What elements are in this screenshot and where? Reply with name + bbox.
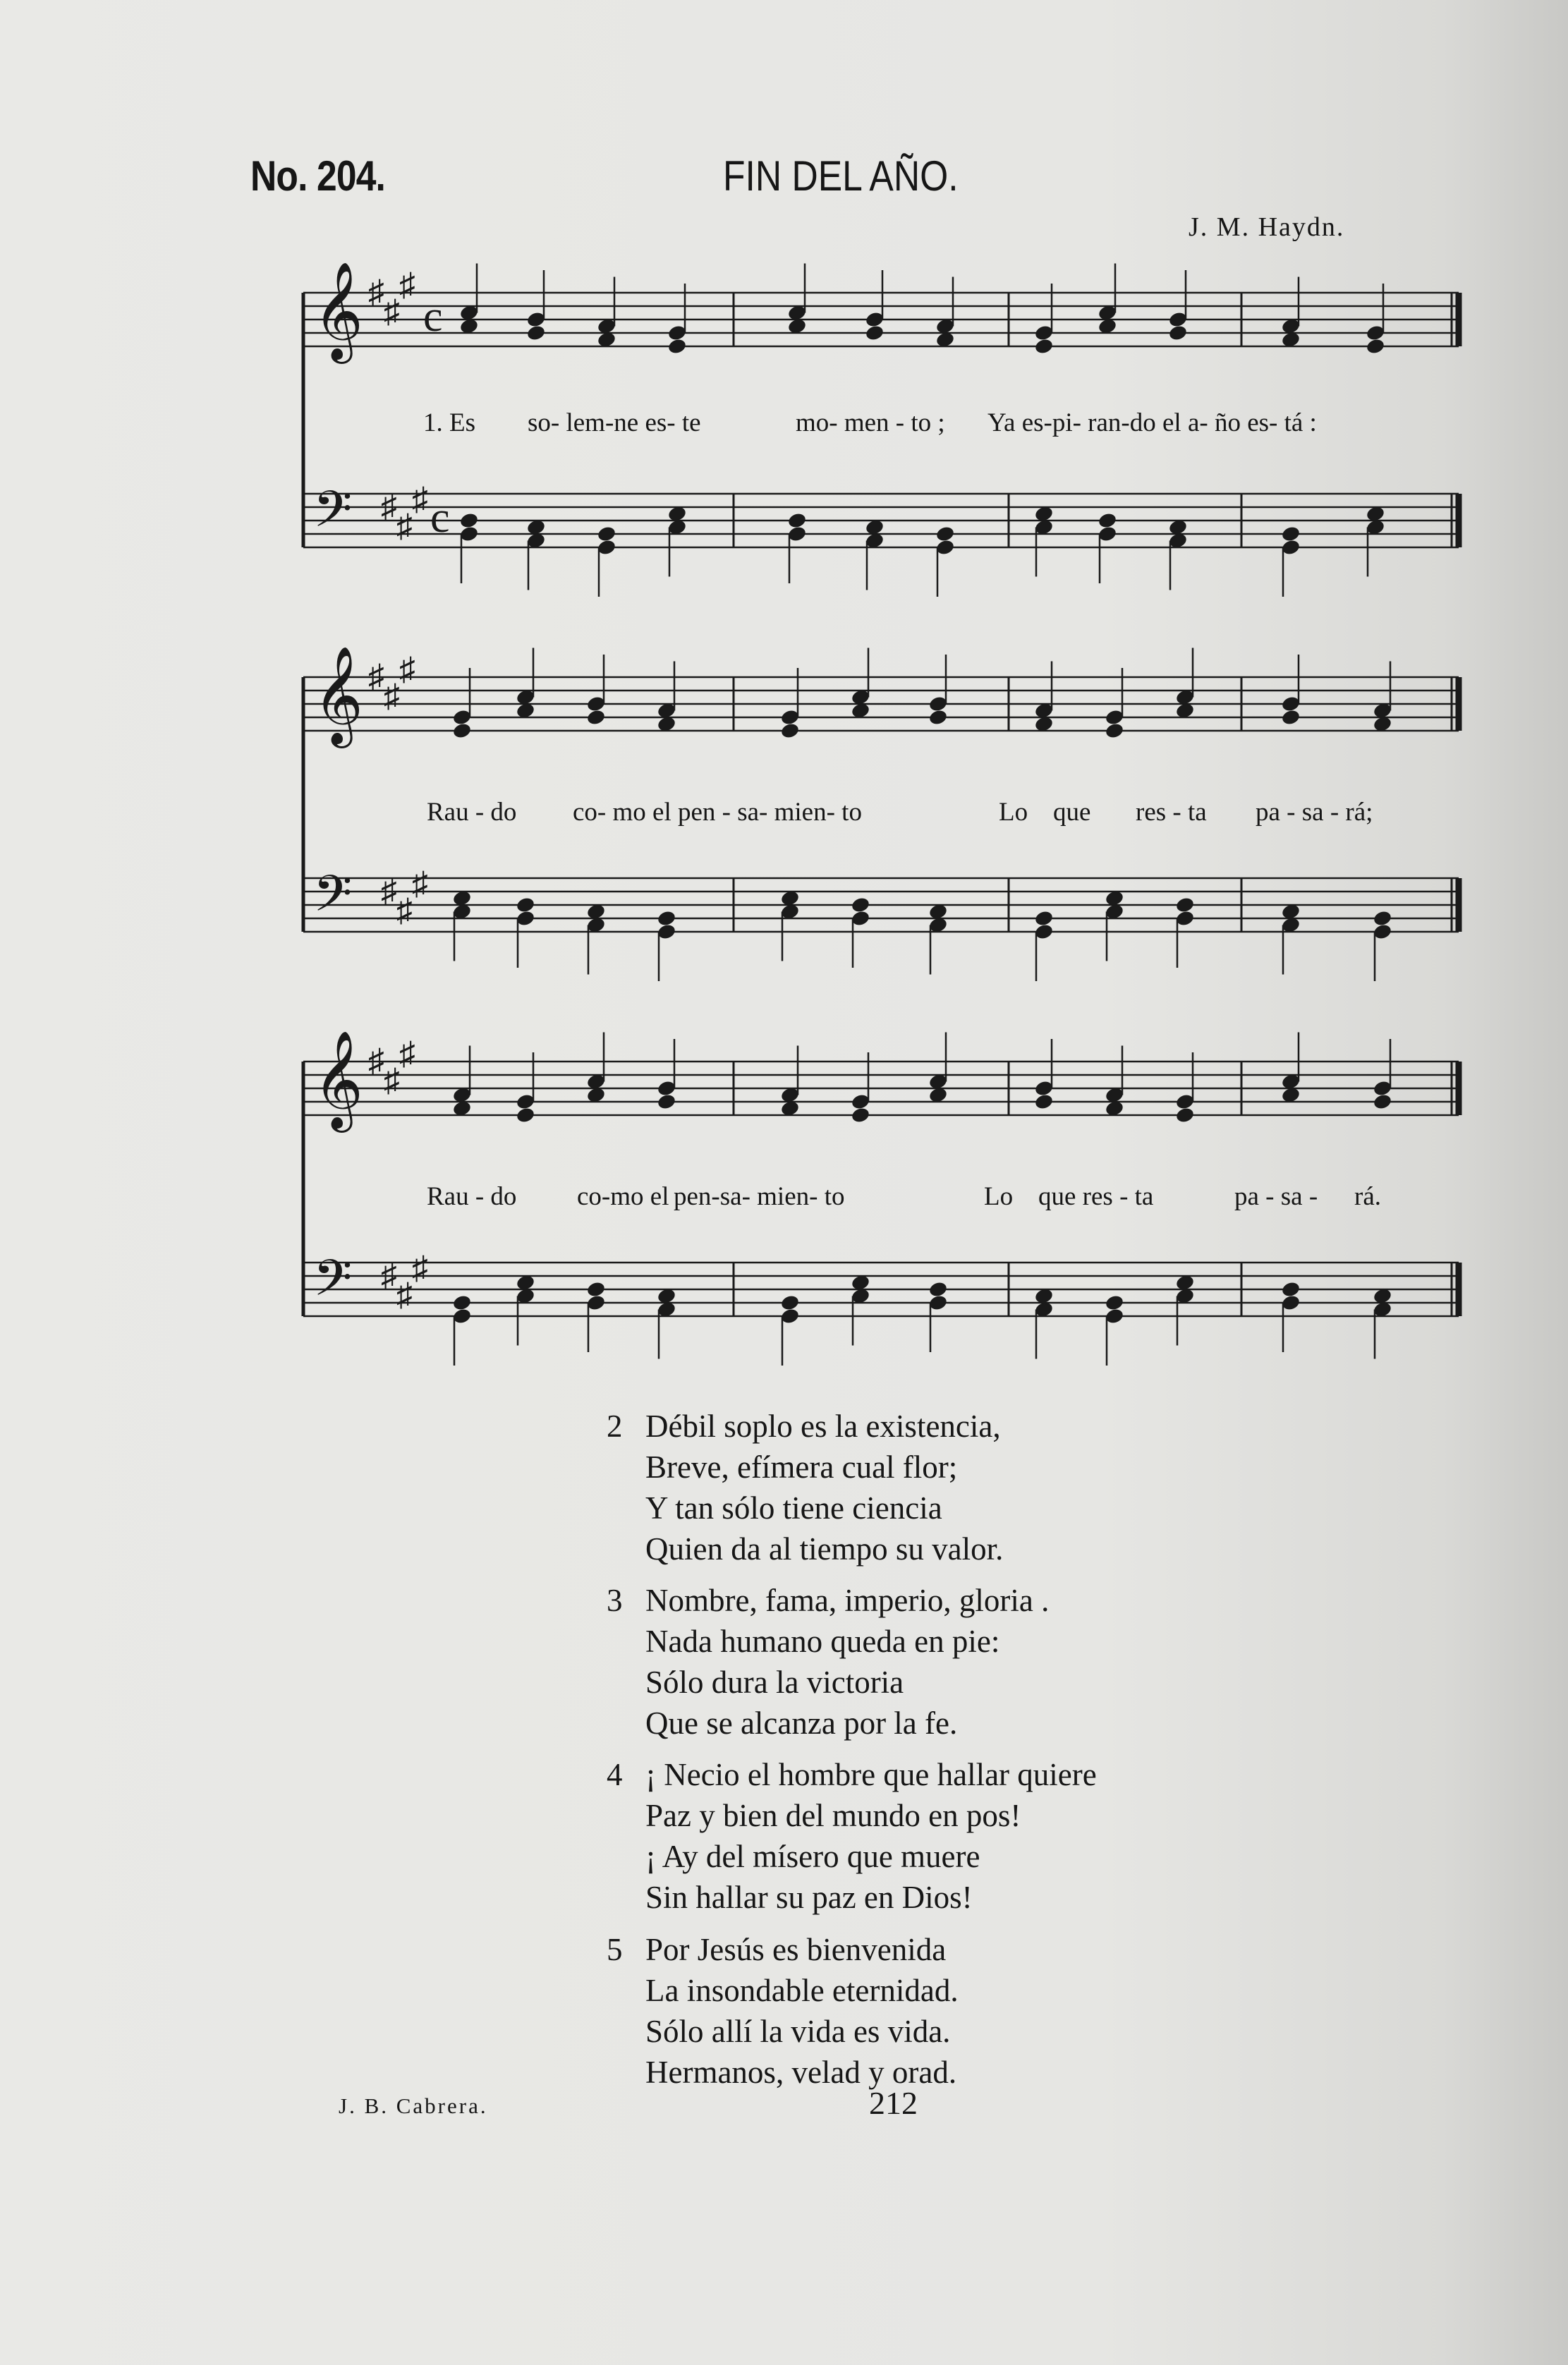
verse-line: Nombre, fama, imperio, gloria . [645,1583,1050,1618]
verse-line: Y tan sólo tiene ciencia [645,1490,942,1526]
svg-text:♯: ♯ [396,1277,413,1313]
svg-text:♯: ♯ [384,678,400,714]
verse-line: Sin hallar su paz en Dios! [645,1880,973,1915]
svg-text:♯: ♯ [399,267,415,303]
svg-text:♯: ♯ [368,1042,384,1078]
verse-number: 3 [607,1583,623,1618]
composer-credit: J. M. Haydn. [1189,212,1345,242]
verse-number: 2 [607,1409,623,1444]
svg-text:♯: ♯ [399,651,415,687]
verse-number: 5 [607,1932,623,1967]
verse-line: Sólo allí la vida es vida. [645,2014,951,2049]
svg-text:♯: ♯ [368,658,384,694]
lyric-1a: 1. Es [423,408,475,437]
verse-3 [607,1580,1312,1744]
svg-text:♯: ♯ [384,293,400,329]
svg-text:♯: ♯ [412,481,428,517]
lyric-1d: Ya es-pi- ran-do el a- ño es- tá : [987,408,1317,437]
lyric-2e: res - ta [1136,798,1207,827]
svg-text:♯: ♯ [396,508,413,544]
verse-2 [607,1406,1312,1569]
svg-text:♯: ♯ [412,1250,428,1286]
svg-text:♯: ♯ [381,873,397,908]
svg-text:c: c [423,293,443,341]
page-number: 212 [869,2085,918,2121]
lyric-2c: Lo [999,798,1028,827]
svg-text:♯: ♯ [368,274,384,310]
verse-line: Breve, efímera cual flor; [645,1449,958,1485]
svg-text:𝄢: 𝄢 [313,480,353,551]
svg-text:♯: ♯ [381,1257,397,1293]
verse-line: Sólo dura la victoria [645,1665,904,1700]
lyric-3b: co-mo el [577,1182,669,1211]
svg-text:𝄢: 𝄢 [313,865,353,935]
verse-line: Nada humano queda en pie: [645,1624,1000,1659]
svg-text:♯: ♯ [384,1062,400,1098]
svg-text:𝄞: 𝄞 [313,262,363,360]
verse-line: Hermanos, velad y orad. [645,2055,957,2090]
lyric-2f: pa - sa - rá; [1256,798,1373,827]
verse-line: La insondable eternidad. [645,1973,959,2008]
lyricist-credit: J. B. Cabrera. [339,2093,488,2118]
svg-text:♯: ♯ [412,865,428,901]
svg-text:♯: ♯ [399,1035,415,1071]
verse-4 [607,1754,1312,1918]
verse-line: Por Jesús es bienvenida [645,1932,947,1967]
lyric-3g: rá. [1354,1182,1381,1211]
lyric-1c: mo- men - to ; [796,408,945,437]
hymn-number: No. 204. [250,152,386,200]
verse-5 [607,1929,1312,2093]
svg-text:𝄢: 𝄢 [313,1249,353,1320]
verse-number: 4 [607,1757,623,1792]
svg-text:𝄞: 𝄞 [313,1030,363,1129]
svg-text:♯: ♯ [396,892,413,928]
lyric-3f: pa - sa - [1234,1182,1318,1211]
verse-line: ¡ Ay del mísero que muere [645,1839,980,1874]
verse-line: Quien da al tiempo su valor. [645,1531,1004,1567]
lyric-3e: que res - ta [1038,1182,1154,1211]
lyric-1b: so- lem-ne es- te [528,408,701,437]
lyric-3d: Lo [984,1182,1014,1211]
hymn-title: FIN DEL AÑO. [723,152,959,200]
lyric-3a: Rau - do [427,1182,517,1211]
lyric-2d: que [1053,798,1091,827]
verse-line: Que se alcanza por la fe. [645,1706,958,1741]
lyric-3c: pen-sa- mien- to [674,1182,845,1211]
svg-text:c: c [430,494,450,542]
verse-line: Paz y bien del mundo en pos! [645,1798,1021,1833]
svg-text:♯: ♯ [381,488,397,524]
lyric-2a: Rau - do [427,798,517,827]
svg-text:𝄞: 𝄞 [313,646,363,744]
verse-line: Débil soplo es la existencia, [645,1409,1001,1444]
lyric-2b: co- mo el pen - sa- mien- to [573,798,862,827]
verse-line: ¡ Necio el hombre que hallar quiere [645,1757,1097,1792]
